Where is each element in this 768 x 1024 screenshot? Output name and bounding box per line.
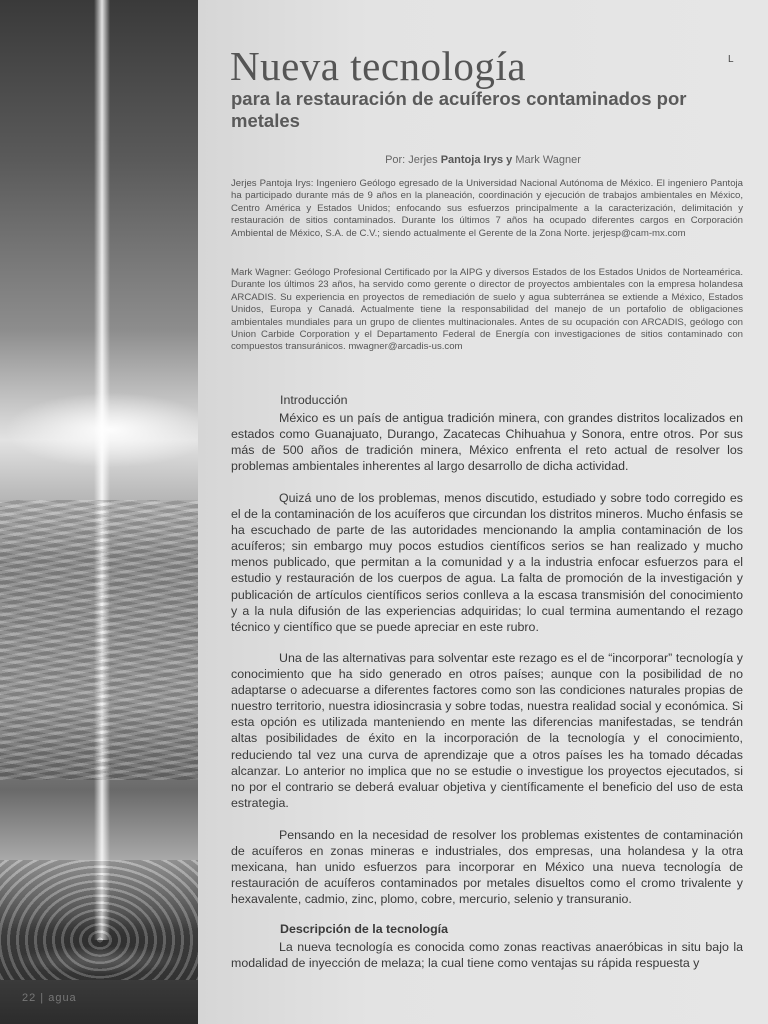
corner-mark: L	[728, 54, 734, 65]
page-number: 22 | agua	[22, 992, 77, 1004]
tech-heading: Descripción de la tecnología	[280, 922, 449, 936]
article-subtitle: para la restauración de acuíferos contaminados por metales	[231, 88, 687, 131]
author1-surname: Pantoja Irys	[440, 154, 504, 166]
author-bio-wagner: Mark Wagner: Geólogo Profesional Certificado por la AIPG y diversos Estados de los Estados Unidos de Norteamérica. Durante los últimos 23 años, ha servido como gerente o director de proyectos ambientales con la empresa holandesa ARCADIS. Su experiencia en proyectos de remediación de suelo y agua subterránea se extiende a México, Estados Unidos, Europa y Canadá. Actualmente tiene la responsabilidad del manejo de un portafolio de obligaciones ambientales mundiales para un grupo de clientes multinacionales. Antes de su ocupación con ARCADIS, geólogo con Union Carbide Corporation y el Departamento Federal de Energía con investigaciones de sitios contaminado con compuestos transuránicos. mwagner@arcadis-us.com	[231, 267, 743, 353]
intro-heading: Introducción	[280, 393, 348, 407]
article-column	[198, 0, 768, 1024]
byline	[198, 154, 768, 166]
byline-and: y	[506, 154, 513, 166]
article-title: Nueva tecnología	[230, 43, 527, 89]
author-bio-pantoja: Jerjes Pantoja Irys: Ingeniero Geólogo egresado de la Universidad Nacional Autónoma de México. El ingeniero Pantoja ha participado durante más de 9 años en la planeación, coordinación y ejecución de trabajos ambientales en México, Centro América y Estados Unidos; enfocando sus esfuerzos principalmente a la caracterización, delimitación y restauración de sitios contaminados. Durante los últimos 7 años ha ocupado diferentes cargos en Corporación Ambiental de México, S.A. de C.V.; siendo actualmente el Gerente de la Zona Norte. jerjesp@cam-mx.com	[231, 178, 743, 239]
horizon-glow	[0, 360, 198, 500]
paragraph-2: Quizá uno de los problemas, menos discutido, estudiado y sobre todo corregido es el de la contaminación de los acuíferos que circundan los distritos mineros. Mucho énfasis se ha escuchado de parte de las autoridades mencionando la amplia contaminación de los acuíferos; sin embargo muy pocos estudios científicos serios se han realizado y mucho menos publicado, que permitan a la comunidad y a la industria enfocar esfuerzos para el estudio y restauración de los cuerpos de agua. La falta de promoción de la investigación y publicación de artículos científicos serios conlleva a la escasa transmisión del conocimiento y a la nula difusión de las experiencias adquiridas; lo cual termina aumentando el rezago técnico y científico que se puede apreciar en este rubro.	[231, 491, 743, 634]
paragraph-5: La nueva tecnología es conocida como zonas reactivas anaeróbicas in situ bajo la modalidad de inyección de melaza; la cual tiene como ventajas su rápida respuesta y	[231, 940, 743, 971]
intro-paragraph: México es un país de antigua tradición minera, con grandes distritos localizados en estados como Guanajuato, Durango, Zacatecas Chihuahua y Sonora, entre otros. Por sus más de 500 años de tradición minera, México enfrenta el reto actual de resolver los problemas ambientales inherentes al largo desarrollo de dicha actividad.	[231, 411, 743, 474]
paragraph-3: Una de las alternativas para solventar este rezago es el de “incorporar” tecnología y conocimiento que ha sido generado en otros países; aunque con la posibilidad de no adaptarse o adecuarse a diferentes factores como son las condiciones naturales propias de nuestro territorio, nuestra idiosincrasia y sobre todas, nuestra realidad social y económica. Si esta opción es utilizada manteniendo en mente las diferencias manifestadas, se tendrán altas posibilidades de éxito en la incorporación de la tecnología y el conocimiento, reduciendo tal vez una curva de aprendizaje que a otros países les ha tomado décadas alcanzar. Lo anterior no implica que no se estudie o investigue los proyectos ejecutados, si no por el contrario se deberá evaluar objetiva y científicamente el beneficio del uso de esta estrategia.	[231, 651, 743, 810]
byline-prefix: Por: Jerjes	[385, 154, 438, 166]
water-surface	[0, 500, 198, 780]
cover-photo-water-light-beam	[0, 0, 198, 1024]
paragraph-4: Pensando en la necesidad de resolver los problemas existentes de contaminación de acuíferos en zonas mineras e industriales, dos empresas, una holandesa y la otra mexicana, han unido esfuerzos para incorporar en México una nueva tecnología de restauración de acuíferos contaminados por metales disueltos como el cromo trivalente y hexavalente, cadmio, zinc, plomo, cobre, mercurio, selenio y transuranio.	[231, 828, 743, 907]
water-ripples	[0, 860, 198, 980]
author2-name: Mark Wagner	[515, 154, 581, 166]
